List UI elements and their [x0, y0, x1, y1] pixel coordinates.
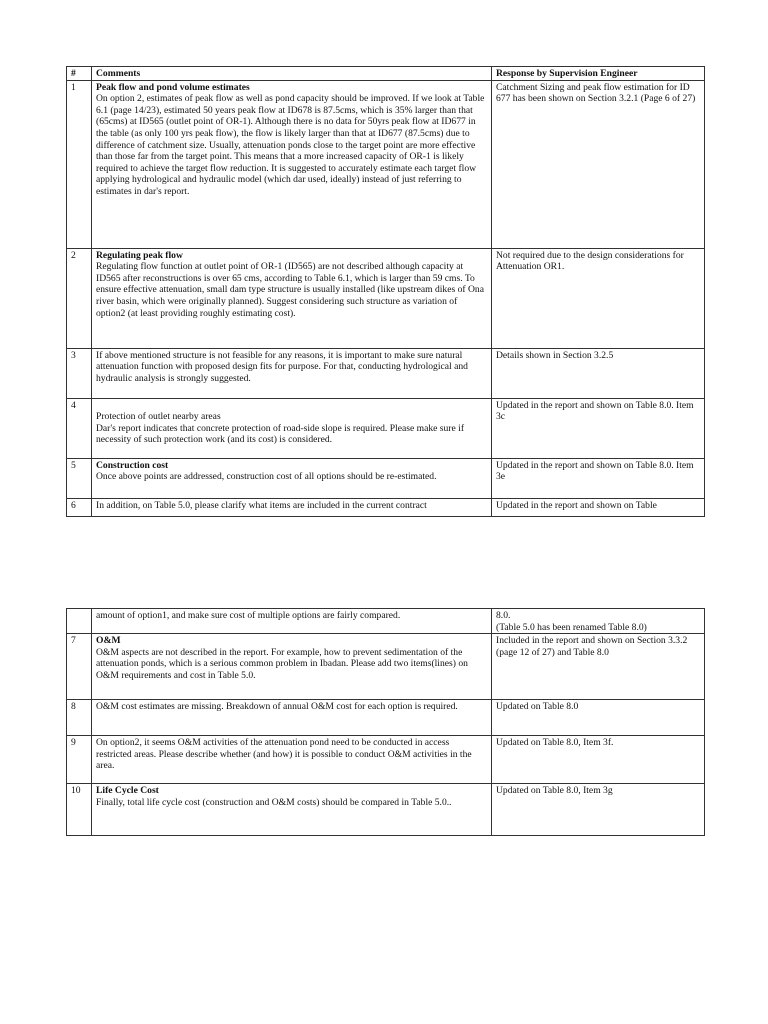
table-row: [67, 348, 705, 398]
comment-text: In addition, on Table 5.0, please clarify what items are included in the current contract: [96, 499, 427, 511]
comment-title: Regulating peak flow: [96, 249, 183, 261]
row-number: 3: [67, 348, 92, 398]
comment-cell: [92, 398, 492, 458]
response-cell: Updated in the report and shown on Table: [492, 498, 705, 516]
response-cell: Catchment Sizing and peak flow estimation for ID 677 has been shown on Section 3.2.1 (Page 6 of 27): [492, 80, 705, 248]
comment-text: Protection of outlet nearby areas Dar's report indicates that concrete protection of road-side slope is required. Please make sure if necessity of such protection work (and its cost) is considered.: [96, 411, 465, 446]
response-cell: Updated on Table 8.0: [492, 700, 705, 736]
table-row: [67, 458, 705, 498]
header-number: #: [67, 67, 92, 81]
header-comments: Comments: [92, 67, 492, 81]
table-row: [67, 700, 705, 736]
comment-title: Life Cycle Cost: [96, 785, 159, 797]
response-cell: Updated in the report and shown on Table 8.0. Item 3e: [492, 458, 705, 498]
comment-text: O&M cost estimates are missing. Breakdown of annual O&M cost for each option is required.: [96, 701, 458, 713]
table-row: [67, 498, 705, 516]
comment-title: Peak flow and pond volume estimates: [96, 81, 250, 93]
comment-cell: [92, 700, 492, 736]
comment-title: O&M: [96, 635, 121, 647]
comments-table-top: [66, 66, 705, 517]
row-number: 8: [67, 700, 92, 736]
response-cell: Updated on Table 8.0, Item 3f.: [492, 736, 705, 784]
table-header-row: [67, 67, 705, 81]
row-number: 10: [67, 784, 92, 836]
row-number: 6: [67, 498, 92, 516]
row-number: 9: [67, 736, 92, 784]
comments-table-bottom: [66, 608, 705, 836]
comment-cell: [92, 634, 492, 700]
response-cell: Included in the report and shown on Section 3.3.2 (page 12 of 27) and Table 8.0: [492, 634, 705, 700]
row-number: 2: [67, 248, 92, 348]
response-cell: Not required due to the design considerations for Attenuation OR1.: [492, 248, 705, 348]
comment-cell: [92, 80, 492, 248]
table-row: [67, 634, 705, 700]
comment-text: Finally, total life cycle cost (construction and O&M costs) should be compared in Table 5.0..: [96, 796, 452, 808]
response-cell: 8.0. (Table 5.0 has been renamed Table 8.0): [492, 609, 705, 634]
comment-text: O&M aspects are not described in the report. For example, how to prevent sedimentation of the attenuation ponds, which is a serious common problem in Ibadan. Please add two items(lines) on O&M requirements and cost in Table 5.0.: [96, 646, 468, 681]
table-row-continuation: [67, 609, 705, 634]
comment-title: Construction cost: [96, 459, 169, 471]
row-number: 5: [67, 458, 92, 498]
comment-text: On option 2, estimates of peak flow as well as pond capacity should be improved. If we look at Table 6.1 (page 14/23), estimated 50 years peak flow at ID678 is 87.5cms, which is 35% larger than that (65cms) at ID565 (outlet point of OR-1). Although there is no data for 50yrs peak flow at ID677 in the table (as only 100 yrs peak flow), the flow is likely larger than that at ID677 (87.5cms) due to difference of catchment size. Usually, attenuation ponds close to the target point are more effective than those far from the target point. This means that a more increased capacity of OR-1 is likely required to achieve the target flow reduction. It is suggested to accurately estimate each target flow applying hydrological and hydraulic model (which dar used, ideally) instead of just referring to estimates in dar's report.: [96, 93, 485, 197]
comment-cell: amount of option1, and make sure cost of multiple options are fairly compared.: [92, 609, 492, 634]
row-number: 7: [67, 634, 92, 700]
comment-cell: [92, 248, 492, 348]
response-cell: Details shown in Section 3.2.5: [492, 348, 705, 398]
response-cell: Updated in the report and shown on Table 8.0. Item 3c: [492, 398, 705, 458]
comment-text: Once above points are addressed, construction cost of all options should be re-estimated.: [96, 471, 437, 483]
row-number: 4: [67, 398, 92, 458]
comment-cell: [92, 458, 492, 498]
row-number: 1: [67, 80, 92, 248]
comment-cell: [92, 736, 492, 784]
header-response: Response by Supervision Engineer: [492, 67, 705, 81]
table-row: [67, 80, 705, 248]
comment-cell: [92, 784, 492, 836]
comment-text: If above mentioned structure is not feasible for any reasons, it is important to make sure natural attenuation function with proposed design fits for purpose. For that, conducting hydrological and hydraulic analysis is strongly suggested.: [96, 349, 468, 384]
comment-text: Regulating flow function at outlet point of OR-1 (ID565) are not described although capacity at ID565 after reconstructions is over 65 cms, according to Table 6.1, which is larger than 59 cms. To ensure effective attenuation, small dam type structure is usually installed (like upstream dikes of Ona river basin, which were originally planned). Suggest considering such structure as variation of option2 (at least providing roughly estimating cost).: [96, 261, 484, 319]
response-cell: Updated on Table 8.0, Item 3g: [492, 784, 705, 836]
comment-text: On option2, it seems O&M activities of the attenuation pond need to be conducted in access restricted areas. Please describe whether (and how) it is possible to conduct O&M activities in the area.: [96, 737, 472, 772]
row-number: [67, 609, 92, 634]
table-row: [67, 784, 705, 836]
table-row: [67, 736, 705, 784]
table-row: [67, 248, 705, 348]
table-row: [67, 398, 705, 458]
comment-cell: [92, 348, 492, 398]
comment-cell: [92, 498, 492, 516]
